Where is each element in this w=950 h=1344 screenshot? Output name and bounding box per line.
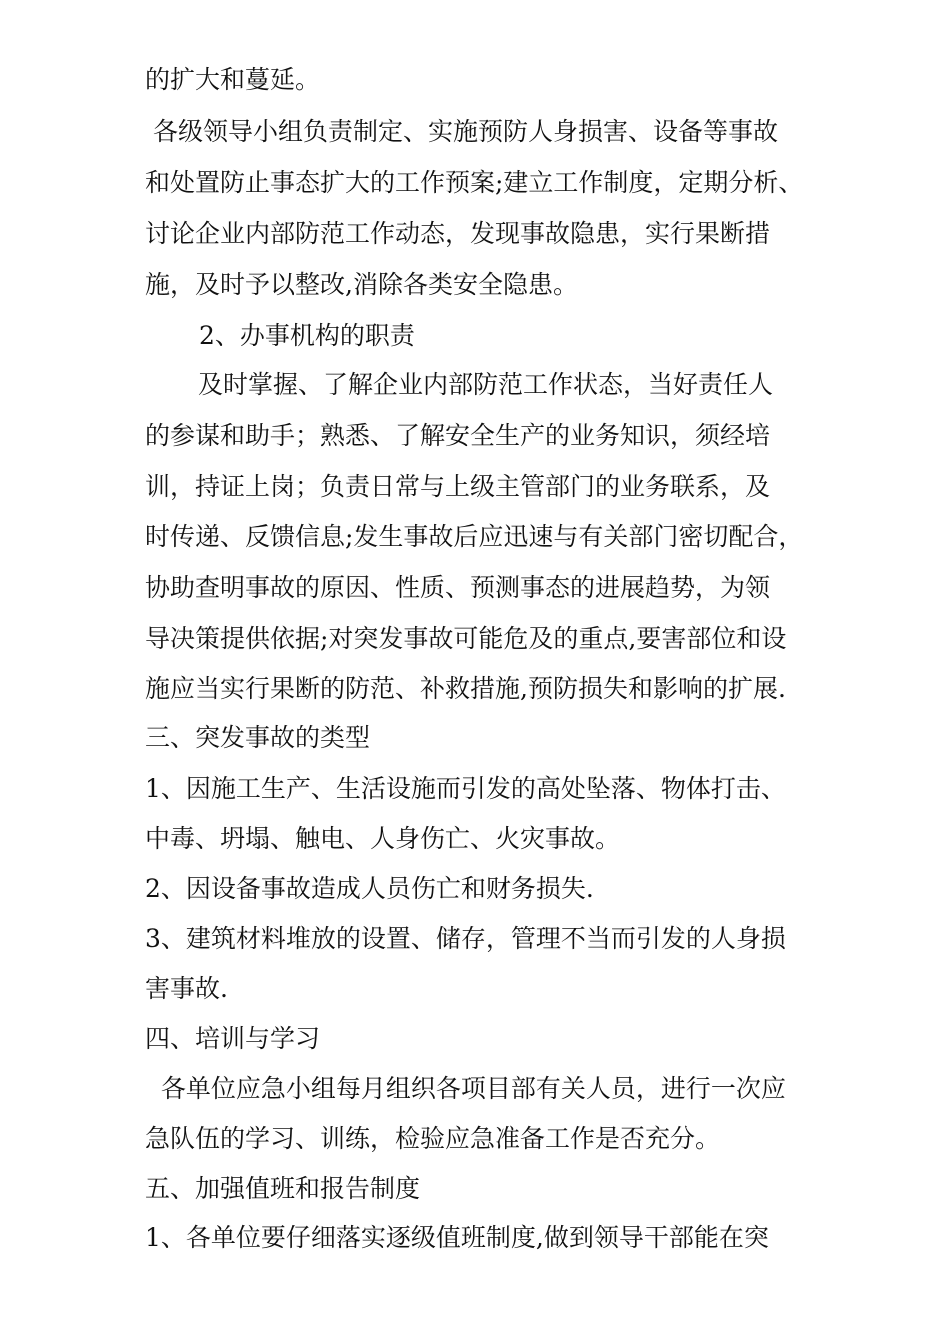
text-line-4: 讨论企业内部防范工作动态，发现事故隐患，实行果断措 [145, 219, 771, 248]
text-line-1: 的扩大和蔓延。 [145, 65, 321, 94]
text-line-11: 协助查明事故的原因、性质、预测事态的进展趋势，为领 [145, 573, 771, 602]
section-heading: 四、培训与学习 [145, 1024, 321, 1053]
text-line-18: 3、建筑材料堆放的设置、储存，管理不当而引发的人身损 [145, 924, 786, 953]
text-line-15: 1、因施工生产、生活设施而引发的高处坠落、物体打击、 [145, 774, 786, 803]
section-heading: 五、加强值班和报告制度 [145, 1174, 421, 1203]
text-line-5: 施，及时予以整改,消除各类安全隐患。 [145, 270, 578, 299]
text-line-21: 各单位应急小组每月组织各项目部有关人员，进行一次应 [145, 1074, 786, 1103]
text-line-2: 各级领导小组负责制定、实施预防人身损害、设备等事故 [145, 117, 778, 146]
text-line-13: 施应当实行果断的防范、补救措施,预防损失和影响的扩展. [145, 674, 786, 703]
section-heading: 2、办事机构的职责 [199, 321, 415, 350]
text-line-7: 及时掌握、了解企业内部防范工作状态，当好责任人 [198, 370, 774, 399]
section-heading: 三、突发事故的类型 [145, 723, 371, 752]
text-line-10: 时传递、反馈信息;发生事故后应迅速与有关部门密切配合， [145, 522, 804, 551]
text-line-19: 害事故. [145, 974, 228, 1003]
text-line-8: 的参谋和助手；熟悉、了解安全生产的业务知识，须经培 [145, 421, 771, 450]
text-line-12: 导决策提供依据;对突发事故可能危及的重点,要害部位和设 [145, 624, 787, 653]
text-line-24: 1、各单位要仔细落实逐级值班制度,做到领导干部能在突 [145, 1223, 769, 1252]
text-line-9: 训，持证上岗；负责日常与上级主管部门的业务联系，及 [145, 472, 771, 501]
text-line-17: 2、因设备事故造成人员伤亡和财务损失. [145, 874, 594, 903]
text-line-22: 急队伍的学习、训练，检验应急准备工作是否充分。 [145, 1124, 721, 1153]
text-line-16: 中毒、坍塌、触电、人身伤亡、火灾事故。 [145, 824, 621, 853]
text-line-3: 和处置防止事态扩大的工作预案;建立工作制度，定期分析、 [145, 168, 804, 197]
